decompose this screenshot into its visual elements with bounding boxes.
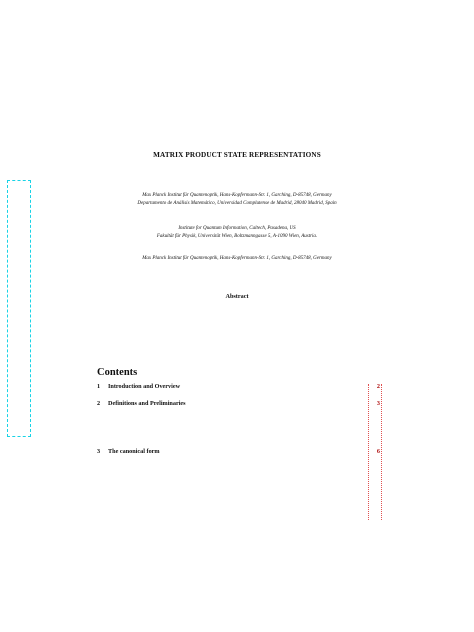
link-annotation-box[interactable]: [7, 180, 31, 437]
toc-number: 2: [97, 400, 101, 407]
toc-number: 1: [97, 383, 101, 390]
toc-number: 3: [97, 448, 101, 455]
affiliation-5: Max Planck Institut für Quantenoptik, Hans-Kopfermann-Str. 1, Garching, D-85748, Germany: [142, 256, 332, 261]
toc-page-link[interactable]: 3: [376, 400, 380, 407]
affiliation-4: Fakultät für Physik, Universität Wien, Boltzmanngasse 5, A-1090 Wien, Austria.: [156, 233, 318, 239]
abstract-heading: Abstract: [225, 293, 249, 300]
affiliation-3: Institute for Quantum Information, Caltech, Pasadena, US: [178, 226, 296, 231]
paper-title: MATRIX PRODUCT STATE REPRESENTATIONS: [153, 151, 321, 159]
contents-heading: Contents: [97, 367, 138, 378]
toc-title[interactable]: Introduction and Overview: [108, 383, 181, 390]
affiliation-2: Departamento de Análisis Matemático, Universidad Complutense de Madrid, 28040 Madrid, Spain: [137, 200, 337, 206]
affiliation-1: Max Planck Institut für Quantenoptik, Hans-Kopfermann-Str. 1, Garching, D-85748, Germany: [142, 193, 332, 198]
toc-title[interactable]: The canonical form: [108, 448, 160, 455]
toc-title[interactable]: Definitions and Preliminaries: [108, 400, 186, 407]
toc-entry-definitions[interactable]: [97, 400, 380, 409]
toc-page-link[interactable]: 6: [376, 448, 380, 455]
toc-page-link[interactable]: 2: [376, 383, 380, 390]
toc-entry-canonical-form[interactable]: [97, 448, 380, 457]
toc-entry-introduction[interactable]: [97, 383, 380, 392]
